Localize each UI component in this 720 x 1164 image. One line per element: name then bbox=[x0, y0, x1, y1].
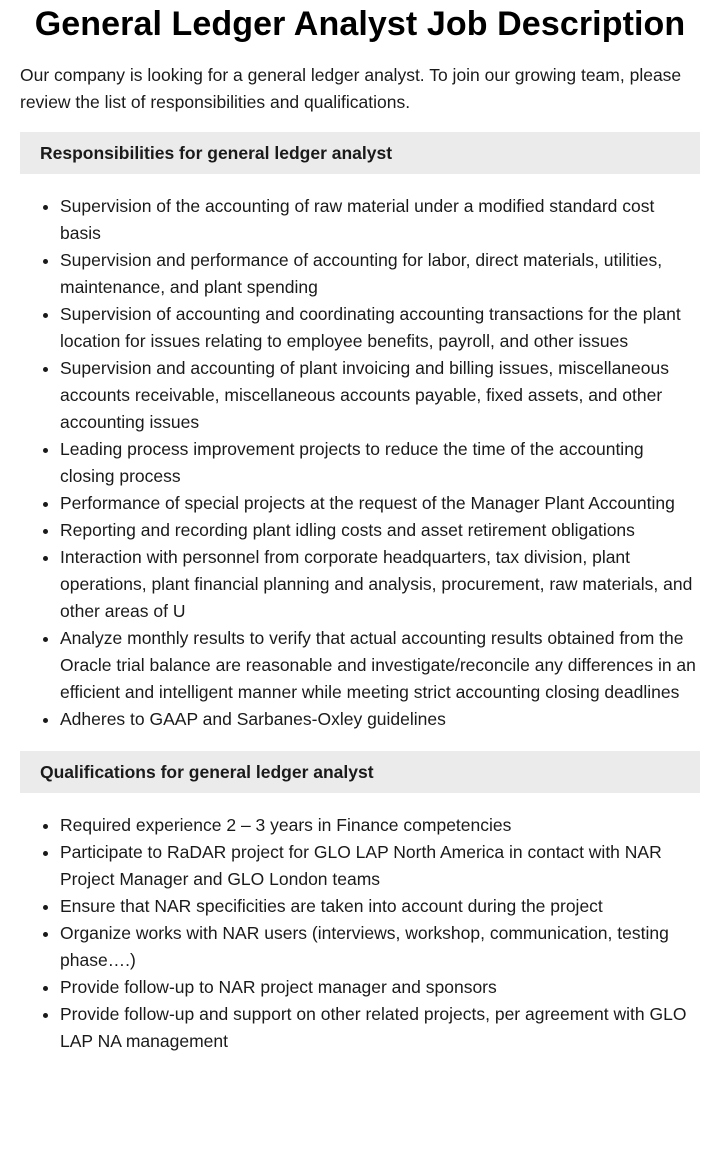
qualifications-list bbox=[20, 812, 700, 1055]
list-item: Supervision and performance of accounting for labor, direct materials, utilities, maintenance, and plant spending bbox=[60, 247, 700, 301]
responsibilities-header: Responsibilities for general ledger analyst bbox=[20, 132, 700, 174]
list-item: Reporting and recording plant idling costs and asset retirement obligations bbox=[60, 517, 700, 544]
list-item: Analyze monthly results to verify that actual accounting results obtained from the Oracle trial balance are reasonable and investigate/reconcile any differences in an efficient and intelligent manner while meeting strict accounting closing deadlines bbox=[60, 625, 700, 706]
list-item: Supervision of accounting and coordinating accounting transactions for the plant location for issues relating to employee benefits, payroll, and other issues bbox=[60, 301, 700, 355]
list-item: Leading process improvement projects to reduce the time of the accounting closing process bbox=[60, 436, 700, 490]
list-item: Adheres to GAAP and Sarbanes-Oxley guidelines bbox=[60, 706, 700, 733]
list-item: Provide follow-up and support on other related projects, per agreement with GLO LAP NA management bbox=[60, 1001, 700, 1055]
qualifications-header: Qualifications for general ledger analyst bbox=[20, 751, 700, 793]
list-item: Interaction with personnel from corporate headquarters, tax division, plant operations, plant financial planning and analysis, procurement, raw materials, and other areas of U bbox=[60, 544, 700, 625]
list-item: Performance of special projects at the request of the Manager Plant Accounting bbox=[60, 490, 700, 517]
list-item: Ensure that NAR specificities are taken into account during the project bbox=[60, 893, 700, 920]
list-item: Organize works with NAR users (interviews, workshop, communication, testing phase….) bbox=[60, 920, 700, 974]
page-title: General Ledger Analyst Job Description bbox=[34, 5, 686, 43]
responsibilities-list bbox=[20, 193, 700, 733]
list-item: Participate to RaDAR project for GLO LAP North America in contact with NAR Project Manager and GLO London teams bbox=[60, 839, 700, 893]
list-item: Supervision and accounting of plant invoicing and billing issues, miscellaneous accounts receivable, miscellaneous accounts payable, fixed assets, and other accounting issues bbox=[60, 355, 700, 436]
list-item: Provide follow-up to NAR project manager and sponsors bbox=[60, 974, 700, 1001]
list-item: Required experience 2 – 3 years in Finance competencies bbox=[60, 812, 700, 839]
intro-paragraph: Our company is looking for a general ledger analyst. To join our growing team, please review the list of responsibilities and qualifications. bbox=[20, 65, 682, 112]
list-item: Supervision of the accounting of raw material under a modified standard cost basis bbox=[60, 193, 700, 247]
